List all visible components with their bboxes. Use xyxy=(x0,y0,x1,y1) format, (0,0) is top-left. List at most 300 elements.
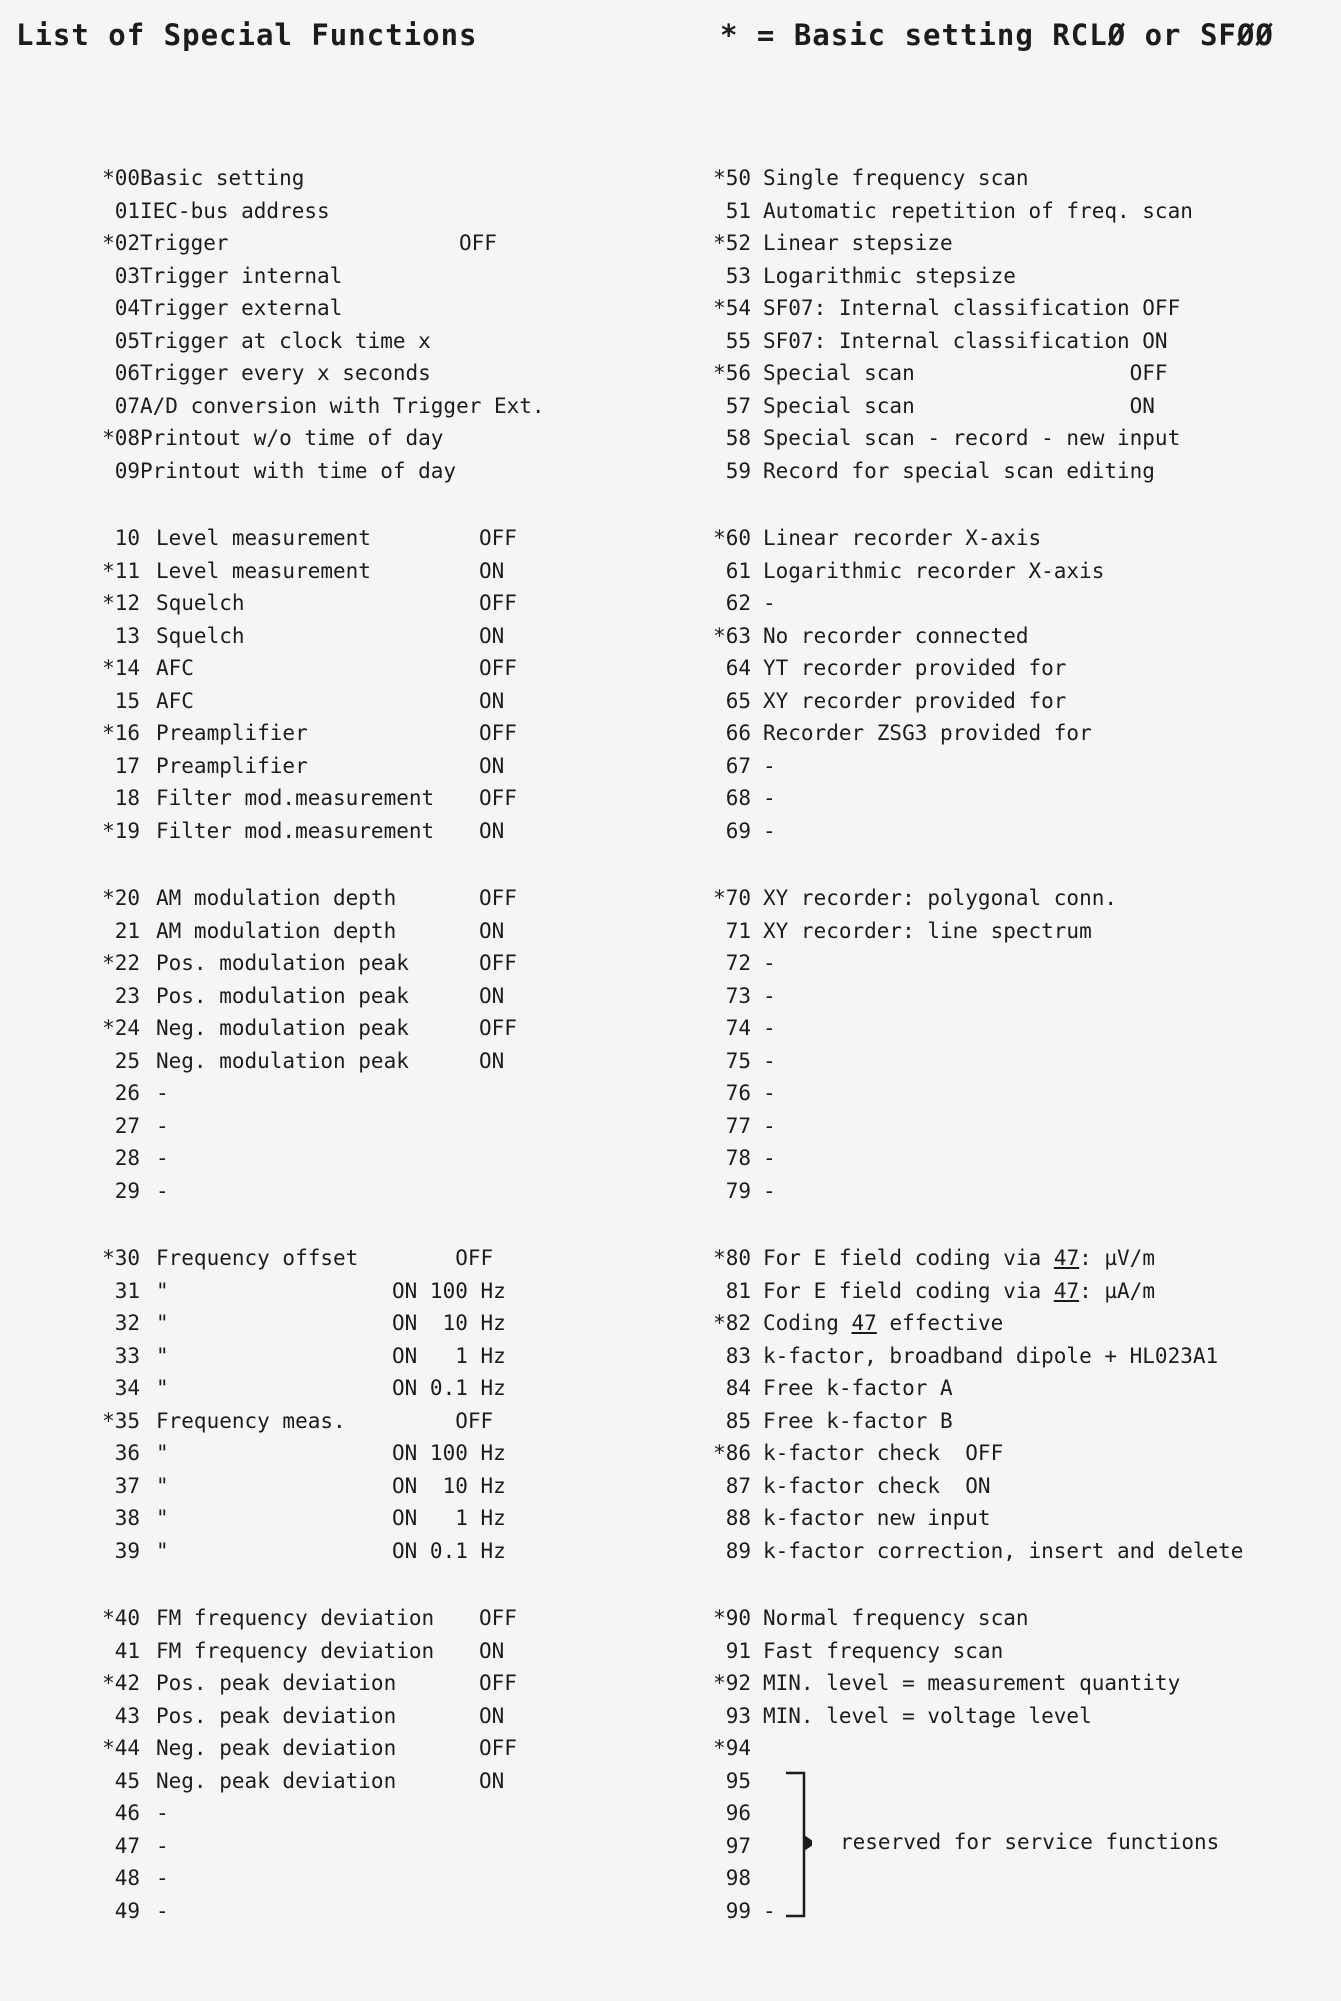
function-number: 79 xyxy=(725,1178,751,1203)
function-row xyxy=(84,1700,644,1733)
function-number: 66 xyxy=(725,721,751,745)
underlined-reference: 47 xyxy=(1053,1278,1080,1303)
function-description xyxy=(763,947,776,980)
description-text: Logarithmic stepsize xyxy=(763,263,1016,288)
function-number: *60 xyxy=(713,526,751,550)
function-number: 57 xyxy=(725,393,751,418)
function-row xyxy=(695,1110,1315,1143)
function-description xyxy=(763,750,776,783)
function-number: *70 xyxy=(713,886,751,910)
function-number: 88 xyxy=(725,1506,751,1530)
function-number: 04 xyxy=(114,296,140,320)
function-row xyxy=(84,325,644,358)
function-description xyxy=(763,717,1092,750)
description-tail: : µV/m xyxy=(1079,1246,1155,1270)
function-description xyxy=(763,815,776,848)
function-description: " xyxy=(156,1473,169,1498)
function-description: AFC xyxy=(156,688,194,713)
function-description: Printout w/o time of day xyxy=(140,426,444,450)
function-description xyxy=(763,1077,776,1110)
function-group xyxy=(84,1602,644,1927)
function-number: 37 xyxy=(114,1473,140,1498)
function-row xyxy=(695,195,1315,228)
function-row xyxy=(84,1437,644,1470)
function-row xyxy=(84,1275,644,1308)
function-status: ON 1 Hz xyxy=(392,1506,506,1530)
function-status: ON 0.1 Hz xyxy=(392,1376,506,1400)
function-number: *11 xyxy=(102,558,140,583)
function-description xyxy=(763,1340,1218,1373)
function-number: 76 xyxy=(725,1081,751,1105)
function-number: *22 xyxy=(102,951,140,975)
function-row xyxy=(84,1045,644,1078)
function-status: ON 10 Hz xyxy=(392,1473,506,1498)
function-number: 31 xyxy=(114,1278,140,1303)
function-number: 91 xyxy=(725,1638,751,1663)
function-status: ON xyxy=(479,753,505,778)
function-row xyxy=(695,1242,1315,1275)
function-number: 85 xyxy=(725,1408,751,1433)
function-description: Frequency offset xyxy=(156,1246,359,1270)
function-description: A/D conversion with Trigger Ext. xyxy=(140,393,545,418)
function-number: 45 xyxy=(114,1768,140,1793)
function-row xyxy=(84,1895,644,1928)
function-description: Level measurement xyxy=(156,558,371,583)
function-number: 97 xyxy=(725,1833,751,1858)
function-number: *24 xyxy=(102,1016,140,1040)
page-title: List of Special Functions xyxy=(16,18,478,52)
description-text: Free k-factor A xyxy=(763,1376,953,1400)
function-description xyxy=(763,782,776,815)
function-number: 39 xyxy=(114,1538,140,1563)
function-description: AM modulation depth xyxy=(156,918,397,943)
function-row xyxy=(695,1700,1315,1733)
function-row xyxy=(695,555,1315,588)
function-row xyxy=(695,162,1315,195)
function-row xyxy=(695,915,1315,948)
function-row xyxy=(695,717,1315,750)
function-number: 87 xyxy=(725,1473,751,1498)
function-row xyxy=(695,1437,1315,1470)
function-row xyxy=(84,1635,644,1668)
function-description xyxy=(763,1012,776,1045)
function-number: 18 xyxy=(114,786,140,810)
function-description xyxy=(763,390,1155,423)
function-description xyxy=(763,1502,991,1535)
function-row xyxy=(84,1535,644,1568)
function-number: *02 xyxy=(102,231,140,255)
description-text: For E field coding via xyxy=(763,1278,1042,1303)
function-number: 48 xyxy=(114,1866,140,1890)
function-row xyxy=(84,782,644,815)
function-group xyxy=(84,162,644,487)
function-status: OFF xyxy=(479,951,517,975)
function-number: 77 xyxy=(725,1113,751,1138)
function-row xyxy=(84,1077,644,1110)
function-row xyxy=(84,587,644,620)
function-row xyxy=(84,1175,644,1208)
function-number: 72 xyxy=(725,951,751,975)
function-row xyxy=(695,1045,1315,1078)
function-number: 28 xyxy=(114,1146,140,1170)
description-text: Special scan - record - new input xyxy=(763,426,1181,450)
function-description xyxy=(763,522,1041,555)
function-number: 99 xyxy=(725,1898,751,1923)
function-row xyxy=(695,227,1315,260)
function-number: *52 xyxy=(713,231,751,255)
function-status: OFF xyxy=(479,656,517,680)
function-row xyxy=(695,1175,1315,1208)
function-row xyxy=(695,1502,1315,1535)
function-number: 07 xyxy=(114,393,140,418)
function-row xyxy=(695,1535,1315,1568)
function-number: 69 xyxy=(725,818,751,843)
function-description: Trigger internal xyxy=(140,263,343,288)
function-row xyxy=(84,162,644,195)
left-function-column xyxy=(84,162,644,1962)
function-row xyxy=(84,915,644,948)
function-status: ON xyxy=(479,1768,505,1793)
description-text: Single frequency scan xyxy=(763,166,1029,190)
function-number: 62 xyxy=(725,591,751,615)
function-row xyxy=(695,422,1315,455)
function-description: Pos. peak deviation xyxy=(156,1671,397,1695)
function-status: OFF xyxy=(479,886,517,910)
function-number: *42 xyxy=(102,1671,140,1695)
function-group xyxy=(84,882,644,1207)
description-text: - xyxy=(763,1048,776,1073)
function-number: *40 xyxy=(102,1606,140,1630)
function-description: - xyxy=(156,1178,169,1203)
function-number: 65 xyxy=(725,688,751,713)
function-number: 06 xyxy=(114,361,140,385)
function-row xyxy=(695,1307,1315,1340)
function-row xyxy=(84,947,644,980)
function-number: 84 xyxy=(725,1376,751,1400)
function-row xyxy=(695,1405,1315,1438)
description-text: Coding xyxy=(763,1311,839,1335)
underlined-reference: 47 xyxy=(851,1311,877,1335)
function-status: ON xyxy=(479,1048,505,1073)
function-group xyxy=(695,522,1315,847)
function-description xyxy=(763,162,1029,195)
function-description: Squelch xyxy=(156,591,245,615)
function-number: *00 xyxy=(102,166,140,190)
function-description: Preamplifier xyxy=(156,753,308,778)
function-description: Trigger xyxy=(140,231,229,255)
function-number: 49 xyxy=(114,1898,140,1923)
function-number: 61 xyxy=(725,558,751,583)
function-row xyxy=(695,620,1315,653)
function-description: Pos. peak deviation xyxy=(156,1703,397,1728)
function-status: ON xyxy=(479,688,505,713)
description-text: Logarithmic recorder X-axis xyxy=(763,558,1105,583)
description-text: - xyxy=(763,951,776,975)
function-row xyxy=(84,717,644,750)
function-description: FM frequency deviation xyxy=(156,1638,435,1663)
function-number: 98 xyxy=(725,1866,751,1890)
function-row xyxy=(695,652,1315,685)
function-description: - xyxy=(156,1801,169,1825)
function-description xyxy=(763,1700,1092,1733)
function-description xyxy=(763,455,1155,488)
function-number: 29 xyxy=(114,1178,140,1203)
function-description xyxy=(763,227,953,260)
function-description xyxy=(763,652,1066,685)
function-description xyxy=(763,1242,1155,1275)
function-description: Trigger every x seconds xyxy=(140,361,431,385)
function-number: 33 xyxy=(114,1343,140,1368)
function-number: *16 xyxy=(102,721,140,745)
function-number: 95 xyxy=(725,1768,751,1793)
function-row xyxy=(84,685,644,718)
function-number: *80 xyxy=(713,1246,751,1270)
function-description xyxy=(763,1895,776,1928)
function-row xyxy=(695,587,1315,620)
description-text: XY recorder provided for xyxy=(763,688,1067,713)
function-row xyxy=(84,1110,644,1143)
description-text: XY recorder: polygonal conn. xyxy=(763,886,1118,910)
function-row xyxy=(84,882,644,915)
function-row xyxy=(695,1470,1315,1503)
function-number: 43 xyxy=(114,1703,140,1728)
function-status: ON xyxy=(479,983,505,1008)
function-number: 21 xyxy=(114,918,140,943)
description-text: - xyxy=(763,983,776,1008)
function-status: OFF xyxy=(479,786,517,810)
description-text: k-factor check ON xyxy=(763,1473,991,1498)
function-description xyxy=(763,1045,776,1078)
function-description: " xyxy=(156,1506,169,1530)
function-number: 89 xyxy=(725,1538,751,1563)
function-number: *56 xyxy=(713,361,751,385)
function-description xyxy=(763,1275,1155,1308)
function-description: " xyxy=(156,1538,169,1563)
function-row xyxy=(84,750,644,783)
function-description xyxy=(763,1437,1003,1470)
function-row xyxy=(695,292,1315,325)
function-number: 81 xyxy=(725,1278,751,1303)
function-number: 51 xyxy=(725,198,751,223)
function-row xyxy=(695,390,1315,423)
function-description: Filter mod.measurement xyxy=(156,818,435,843)
description-text: - xyxy=(763,818,776,843)
description-text: Special scan OFF xyxy=(763,361,1168,385)
function-row xyxy=(84,1602,644,1635)
function-number: *50 xyxy=(713,166,751,190)
function-row xyxy=(84,260,644,293)
function-status: ON xyxy=(479,1638,505,1663)
function-number: 32 xyxy=(114,1311,140,1335)
function-row xyxy=(695,1012,1315,1045)
right-function-column xyxy=(695,162,1315,1962)
function-number: *12 xyxy=(102,591,140,615)
description-tail: effective xyxy=(876,1311,1004,1335)
description-text: - xyxy=(763,1081,776,1105)
function-status: ON 0.1 Hz xyxy=(392,1538,506,1563)
function-number: 47 xyxy=(114,1833,140,1858)
function-description: " xyxy=(156,1441,169,1465)
function-number: 23 xyxy=(114,983,140,1008)
function-number: 10 xyxy=(114,526,140,550)
function-description: Trigger at clock time x xyxy=(140,328,431,353)
function-number: 93 xyxy=(725,1703,751,1728)
function-row xyxy=(84,815,644,848)
function-row xyxy=(84,1307,644,1340)
function-description xyxy=(763,1535,1243,1568)
function-status: ON 10 Hz xyxy=(392,1311,506,1335)
function-description xyxy=(763,980,776,1013)
underlined-reference: 47 xyxy=(1053,1246,1080,1270)
basic-setting-note: * = Basic setting RCLØ or SFØØ xyxy=(720,18,1274,52)
function-row xyxy=(84,1862,644,1895)
function-row xyxy=(84,1012,644,1045)
function-description: Neg. modulation peak xyxy=(156,1016,409,1040)
function-row xyxy=(695,947,1315,980)
function-number: 67 xyxy=(725,753,751,778)
description-text: MIN. level = voltage level xyxy=(763,1703,1092,1728)
function-description: AM modulation depth xyxy=(156,886,397,910)
function-number: 78 xyxy=(725,1146,751,1170)
description-text: MIN. level = measurement quantity xyxy=(763,1671,1181,1695)
description-text: SF07: Internal classification ON xyxy=(763,328,1168,353)
function-description: Neg. modulation peak xyxy=(156,1048,409,1073)
function-number: 96 xyxy=(725,1801,751,1825)
function-number: 73 xyxy=(725,983,751,1008)
function-number: *08 xyxy=(102,426,140,450)
function-status: ON xyxy=(479,818,505,843)
function-description xyxy=(763,555,1104,588)
function-description xyxy=(763,1175,776,1208)
function-row xyxy=(84,522,644,555)
function-row xyxy=(695,1142,1315,1175)
function-row xyxy=(84,555,644,588)
function-row xyxy=(695,815,1315,848)
description-text: - xyxy=(763,786,776,810)
function-number: 09 xyxy=(114,458,140,483)
function-description xyxy=(763,1110,776,1143)
function-row xyxy=(695,1077,1315,1110)
function-status: ON 100 Hz xyxy=(392,1278,506,1303)
function-description xyxy=(763,1602,1029,1635)
function-description: Trigger external xyxy=(140,296,343,320)
function-description: Pos. modulation peak xyxy=(156,983,409,1008)
function-status: ON xyxy=(479,918,505,943)
function-number: *82 xyxy=(713,1311,751,1335)
function-number: *44 xyxy=(102,1736,140,1760)
function-description xyxy=(763,422,1180,455)
function-status: OFF xyxy=(392,1408,494,1433)
function-row xyxy=(695,1667,1315,1700)
function-description: Neg. peak deviation xyxy=(156,1768,397,1793)
function-description: Squelch xyxy=(156,623,245,648)
function-row xyxy=(695,455,1315,488)
function-description xyxy=(763,357,1168,390)
function-description: Level measurement xyxy=(156,526,371,550)
function-row xyxy=(84,980,644,1013)
function-description xyxy=(763,325,1168,358)
function-row xyxy=(695,685,1315,718)
function-row xyxy=(84,1340,644,1373)
function-group xyxy=(695,1242,1315,1567)
function-row xyxy=(695,750,1315,783)
function-number: 64 xyxy=(725,656,751,680)
description-text: k-factor new input xyxy=(763,1506,991,1530)
function-group xyxy=(695,882,1315,1207)
function-row xyxy=(695,1372,1315,1405)
function-description: Basic setting xyxy=(140,166,305,190)
function-description: " xyxy=(156,1278,169,1303)
function-row xyxy=(84,1797,644,1830)
function-description: Frequency meas. xyxy=(156,1408,346,1433)
function-row xyxy=(84,195,644,228)
function-number: 13 xyxy=(114,623,140,648)
function-status: OFF xyxy=(459,231,497,255)
function-row xyxy=(84,1142,644,1175)
function-row xyxy=(84,620,644,653)
function-row xyxy=(84,227,644,260)
description-text: Linear stepsize xyxy=(763,231,953,255)
function-number: *92 xyxy=(713,1671,751,1695)
function-status: OFF xyxy=(479,591,517,615)
function-description: Printout with time of day xyxy=(140,458,457,483)
function-row xyxy=(84,292,644,325)
function-description: IEC-bus address xyxy=(140,198,330,223)
function-description: - xyxy=(156,1081,169,1105)
function-row xyxy=(84,1667,644,1700)
function-description xyxy=(763,620,1029,653)
description-text: - xyxy=(763,1898,776,1923)
function-number: 05 xyxy=(114,328,140,353)
description-text: k-factor check OFF xyxy=(763,1441,1004,1465)
function-row xyxy=(695,980,1315,1013)
function-number: *90 xyxy=(713,1606,751,1630)
description-text: - xyxy=(763,1016,776,1040)
function-number: 46 xyxy=(114,1801,140,1825)
function-description xyxy=(763,685,1066,718)
function-description: - xyxy=(156,1898,169,1923)
function-number: 36 xyxy=(114,1441,140,1465)
function-description: " xyxy=(156,1376,169,1400)
reserved-service-label: reserved for service functions xyxy=(840,1830,1220,1854)
function-number: 27 xyxy=(114,1113,140,1138)
function-description: - xyxy=(156,1866,169,1890)
description-text: Normal frequency scan xyxy=(763,1606,1029,1630)
function-row xyxy=(84,1502,644,1535)
function-number: 34 xyxy=(114,1376,140,1400)
function-row xyxy=(84,1470,644,1503)
function-number: *35 xyxy=(102,1408,140,1433)
function-description: AFC xyxy=(156,656,194,680)
function-status: OFF xyxy=(479,1606,517,1630)
function-row xyxy=(695,325,1315,358)
function-number: *94 xyxy=(713,1736,751,1760)
description-text: - xyxy=(763,591,776,615)
function-description xyxy=(763,260,1016,293)
function-row xyxy=(84,422,644,455)
function-row xyxy=(84,455,644,488)
function-description xyxy=(763,1307,1003,1340)
function-number: 25 xyxy=(114,1048,140,1073)
description-text: k-factor correction, insert and delete xyxy=(763,1538,1244,1563)
function-number: *30 xyxy=(102,1246,140,1270)
function-description xyxy=(763,1142,776,1175)
description-tail: : µA/m xyxy=(1079,1278,1155,1303)
function-number: *14 xyxy=(102,656,140,680)
function-status: OFF xyxy=(479,1016,517,1040)
function-number: 59 xyxy=(725,458,751,483)
function-row xyxy=(695,522,1315,555)
